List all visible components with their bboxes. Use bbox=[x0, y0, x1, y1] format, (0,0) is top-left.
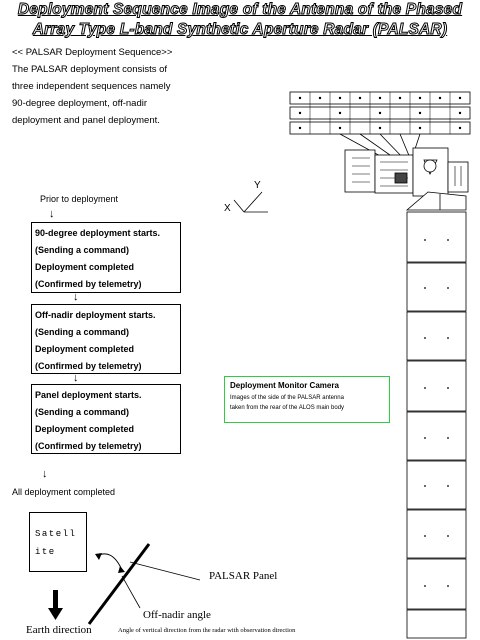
step-confirm-text: (Confirmed by telemetry) bbox=[35, 279, 142, 289]
offnadir-angle-label: Off-nadir angle bbox=[143, 609, 211, 621]
earth-direction-label: Earth direction bbox=[26, 624, 92, 636]
solar-array bbox=[290, 92, 470, 134]
monitor-camera-desc-1: Images of the side of the PALSAR antenna bbox=[230, 395, 344, 401]
palsar-panel-label: PALSAR Panel bbox=[209, 570, 278, 582]
step-panel bbox=[31, 384, 181, 454]
step-command-text: (Sending a command) bbox=[35, 407, 130, 417]
step-done-text: Deployment completed bbox=[35, 262, 135, 272]
intro-line: deployment and panel deployment. bbox=[12, 115, 160, 126]
monitor-camera-title: Deployment Monitor Camera bbox=[230, 381, 339, 390]
title-line-2: Array Type L-band Synthetic Aperture Radar (PALSAR) bbox=[32, 21, 448, 38]
step-start-text: 90-degree deployment starts. bbox=[35, 228, 161, 238]
flow-arrow: ↓ bbox=[49, 208, 55, 220]
intro-line: 90-degree deployment, off-nadir bbox=[12, 98, 148, 109]
x-axis-label: X bbox=[224, 203, 231, 214]
intro-line: three independent sequences namely bbox=[12, 81, 171, 92]
palsar-antenna bbox=[407, 212, 466, 638]
step-done-text: Deployment completed bbox=[35, 344, 135, 354]
intro-line: The PALSAR deployment consists of bbox=[12, 64, 168, 75]
satellite-bus bbox=[345, 148, 468, 196]
intro-heading: << PALSAR Deployment Sequence>> bbox=[12, 47, 173, 58]
step-done-text: Deployment completed bbox=[35, 424, 135, 434]
satellite-box: Satellite bbox=[29, 512, 87, 572]
step-confirm-text: (Confirmed by telemetry) bbox=[35, 361, 142, 371]
monitor-camera-note bbox=[224, 376, 390, 423]
flow-arrow: ↓ bbox=[42, 468, 48, 480]
monitor-camera-desc-2: taken from the rear of the ALOS main body bbox=[230, 405, 345, 411]
step-90-degree bbox=[31, 222, 181, 293]
flow-arrow: ↓ bbox=[73, 291, 79, 303]
alos-satellite-drawing bbox=[285, 88, 480, 640]
step-command-text: (Sending a command) bbox=[35, 245, 130, 255]
flow-arrow: ↓ bbox=[73, 372, 79, 384]
step-off-nadir bbox=[31, 304, 181, 374]
step-start-text: Off-nadir deployment starts. bbox=[35, 310, 156, 320]
step-command-text: (Sending a command) bbox=[35, 327, 130, 337]
step-start-text: Panel deployment starts. bbox=[35, 390, 142, 400]
offnadir-caption: Angle of vertical direction from the radar with observation direction bbox=[118, 627, 296, 634]
step-confirm-text: (Confirmed by telemetry) bbox=[35, 441, 142, 451]
flow-end: All deployment completed bbox=[12, 487, 116, 497]
y-axis-label: Y bbox=[254, 180, 261, 191]
flow-start: Prior to deployment bbox=[40, 194, 119, 204]
coordinate-axes bbox=[222, 180, 272, 220]
title-line-1: Deployment Sequence Image of the Antenna of the Phased bbox=[17, 1, 463, 18]
